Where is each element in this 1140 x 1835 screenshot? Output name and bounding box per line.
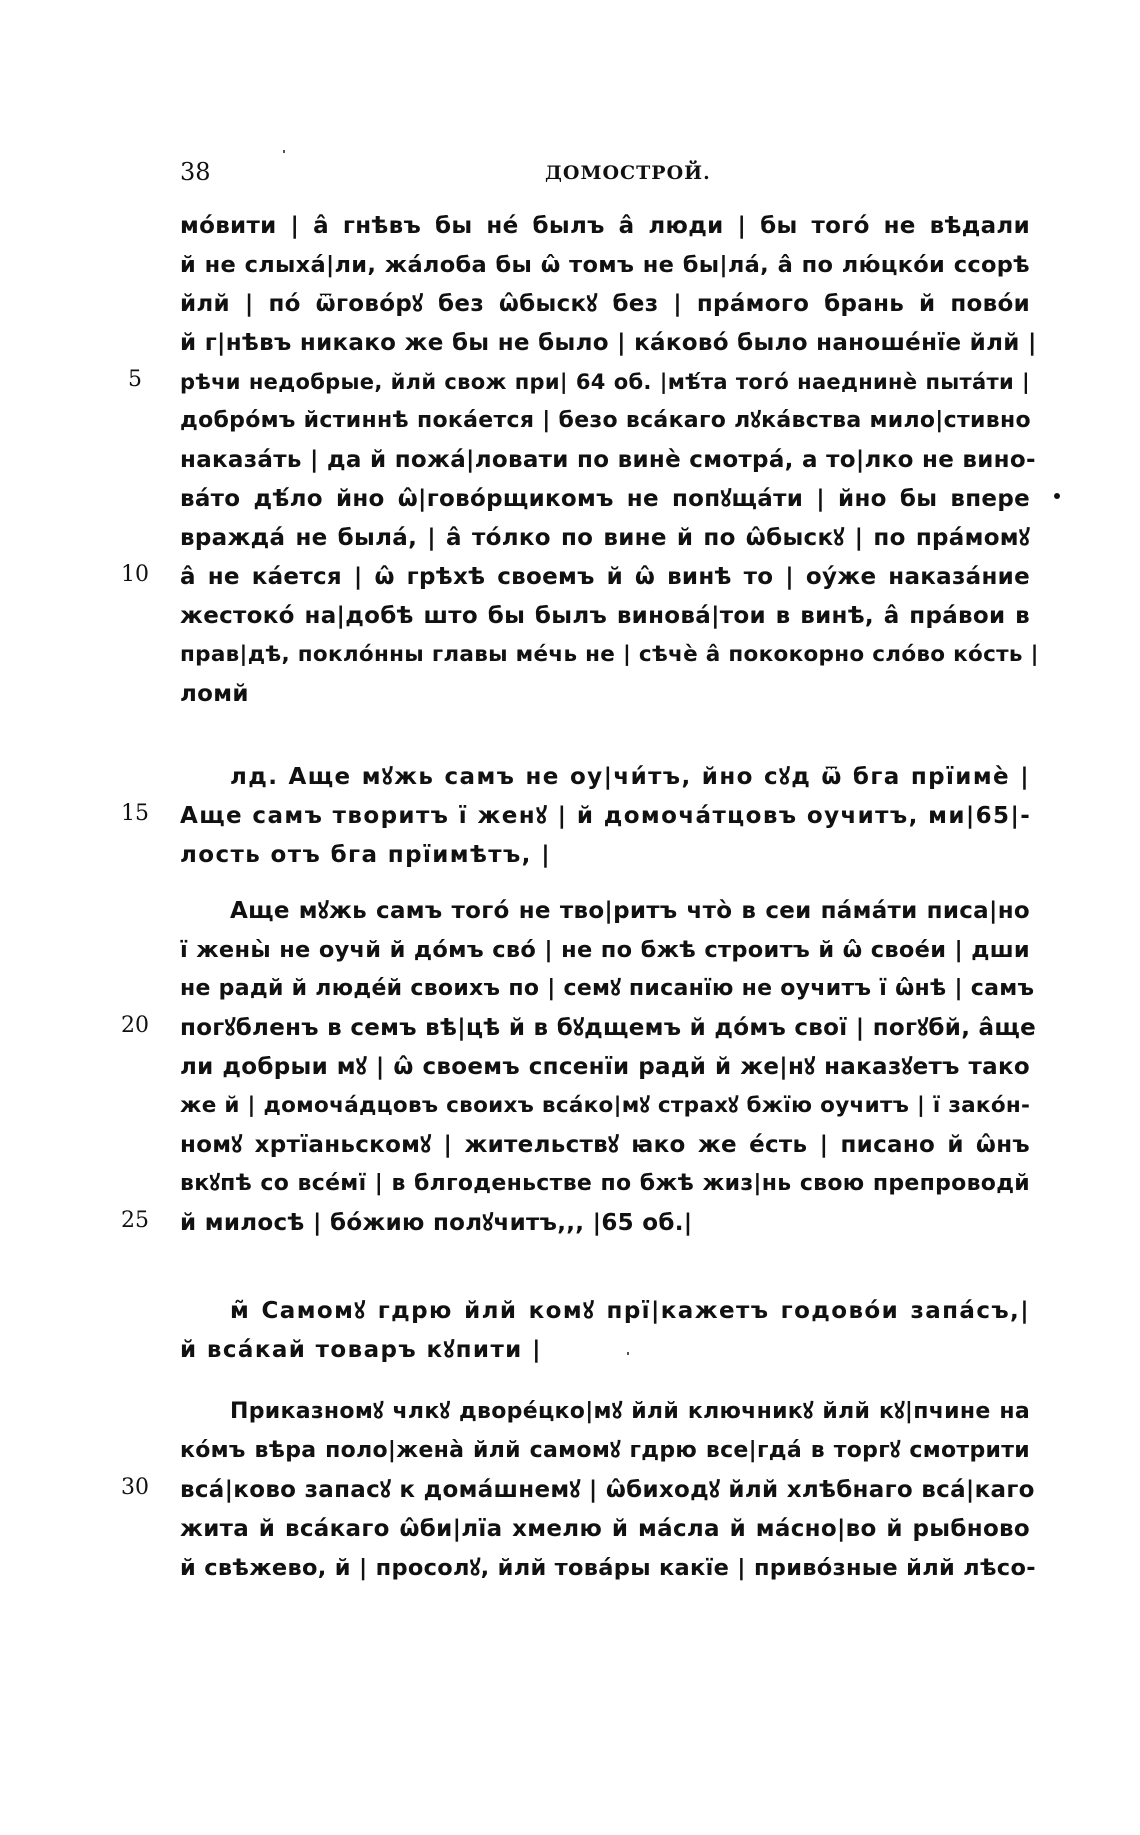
line-text: Приказномꙋ члкꙋ дворéцко|мꙋ йлй ключникꙋ йлй кꙋ|пчине на <box>230 1399 1030 1424</box>
text-line <box>0 1126 1140 1164</box>
line-text: номꙋ хртїаньскомꙋ | жительствꙋ ꙗко же éсть | писано й ѡ̂нъ <box>180 1132 1030 1158</box>
margin-dot <box>1054 493 1060 499</box>
text-line <box>0 558 1140 596</box>
text-line <box>0 1549 1140 1587</box>
text-line <box>0 519 1140 557</box>
text-line <box>0 597 1140 635</box>
text-line <box>0 480 1140 518</box>
heading-text: м̃ Самомꙋ гдрю йлй комꙋ прї|кажетъ годовóи запáсъ,| <box>230 1298 1030 1324</box>
heading-text: й всáкай товаръ кꙋпити | <box>180 1337 542 1363</box>
heading-line <box>0 836 1140 874</box>
line-text: враждá не былá, | â тóлко по вине й по ѡ̂быскꙋ | по прáмомꙋ <box>180 525 1030 551</box>
line-text: йлй | пó ѿговóрꙋ без ѡ̂быскꙋ без | прáмого брань й повóи <box>180 291 1030 317</box>
line-number: 20 <box>121 1013 149 1038</box>
line-number: 10 <box>121 562 149 587</box>
heading-text: лд. Аще мꙋжь самъ не оу|чи́тъ, йно сꙋд ѿ бга прїимѐ | <box>230 764 1030 790</box>
text-line <box>0 1471 1140 1509</box>
line-text: ломй <box>180 681 249 707</box>
line-text: вкꙋпѣ со всéмї | в блгоденьстве по бжѣ жиз|нь свою препроводй <box>180 1171 1030 1196</box>
text-line <box>0 402 1140 440</box>
line-number: 25 <box>121 1208 149 1233</box>
text-line <box>0 363 1140 401</box>
heading-line <box>0 758 1140 796</box>
heading-line <box>0 797 1140 835</box>
heading-text: Аще самъ творитъ ї женꙋ | й домочáтцовъ оучитъ, ми|65|- <box>180 803 1032 829</box>
print-speck <box>627 1352 629 1355</box>
page-number: 38 <box>180 158 211 186</box>
text-line <box>0 1393 1140 1431</box>
line-text: наказáть | да й пожá|ловати по винè смотрá, а то|лко не вино- <box>180 447 1036 473</box>
text-line <box>0 1510 1140 1548</box>
text-line <box>0 1087 1140 1125</box>
line-text: не радй й людéй своихъ по | семꙋ писанїю не оучитъ ї ѡ̂нѣ | самъ <box>180 976 1035 1001</box>
text-line <box>0 675 1140 713</box>
text-line <box>0 1432 1140 1470</box>
line-text: й милосѣ | бóжию полꙋчитъ,,, |65 об.| <box>180 1210 693 1236</box>
text-line <box>0 931 1140 969</box>
heading-line <box>0 1331 1140 1369</box>
line-text: мóвити | â гнѣвъ бы нé былъ â люди | бы тогó не вѣдали <box>180 213 1030 239</box>
text-line <box>0 1165 1140 1203</box>
line-text: рѣчи недобрые, йлй свож при| 64 об. |мѣ́та тогó наеднинè пытáти | <box>180 370 1030 394</box>
line-text: добрóмъ йстиннѣ покáется | безо всáкаго лꙋкáвства мило|стивно <box>180 408 1031 433</box>
line-text: й г|нѣвъ никако же бы не было | кáковó было наношéнїе йлй | <box>180 330 1037 356</box>
text-line <box>0 1048 1140 1086</box>
line-text: всá|ково запасꙋ к домáшнемꙋ | ѡ̂биходꙋ йлй хлѣбнаго всá|каго <box>180 1477 1035 1503</box>
heading-text: лость отъ бга прїимѣтъ, | <box>180 842 552 868</box>
text-line <box>0 1204 1140 1242</box>
line-text: же й | домочáдцовъ своихъ всáко|мꙋ страхꙋ бжїю оучитъ | ї закóн- <box>180 1093 1031 1118</box>
text-line <box>0 441 1140 479</box>
text-line <box>0 246 1140 284</box>
line-text: жита й всáкаго ѡ̂би|лїа хмелю й мáсла й мáсно|во й рыбново <box>180 1516 1030 1542</box>
print-speck <box>283 150 285 153</box>
text-line <box>0 285 1140 323</box>
heading-line <box>0 1292 1140 1330</box>
text-line <box>0 324 1140 362</box>
line-text: жестокó на|добѣ што бы былъ виновá|тои в винѣ, â прáвои в <box>180 603 1030 629</box>
line-text: погꙋбленъ в семъ вѣ|цѣ й в бꙋдщемъ й дóмъ своï | погꙋбй, âще <box>180 1015 1036 1041</box>
line-text: â не кáется | ѡ̂ грѣхѣ своемъ й ѡ̂ винѣ то | оу́же наказáние <box>180 564 1030 590</box>
line-text: й свѣжево, й | просолꙋ, йлй товáры какїе | привóзные йлй лѣсо- <box>180 1555 1036 1581</box>
line-text: вáто дѣ́ло йно ѡ̂|говóрщикомъ не попꙋщáти | йно бы впере <box>180 486 1030 512</box>
page-header <box>180 158 1040 198</box>
line-number: 5 <box>128 367 142 392</box>
line-text: й не слыха́|ли, жáлоба бы ѡ̂ томъ не бы|лá, â по лю́цкóи ссорѣ <box>180 252 1030 278</box>
running-title: ДОМОСТРОЙ. <box>545 162 711 184</box>
text-line <box>0 1009 1140 1047</box>
line-text: кóмъ вѣра поло|жена̀ йлй самомꙋ гдрю все|гдá в торгꙋ смотрити <box>180 1438 1030 1463</box>
text-line <box>0 892 1140 930</box>
line-number: 15 <box>121 801 149 826</box>
line-text: ли добрыи мꙋ | ѡ̂ своемъ спсенїи радй й же|нꙋ наказꙋетъ тако <box>180 1054 1030 1080</box>
text-line <box>0 970 1140 1008</box>
text-line <box>0 636 1140 674</box>
line-text: ї жены̀ не оучй й дóмъ свó | не по бжѣ строитъ й ѡ̂ своéи | дши <box>180 937 1030 963</box>
text-line <box>0 207 1140 245</box>
line-text: прав|дѣ, поклóнны главы мéчь не | сѣчѐ â пококорно слóво кóсть | <box>180 642 1039 667</box>
line-number: 30 <box>121 1475 149 1500</box>
line-text: Аще мꙋжь самъ тогó не тво|ритъ что̀ в сеи пáмáти писа|но <box>230 898 1030 924</box>
